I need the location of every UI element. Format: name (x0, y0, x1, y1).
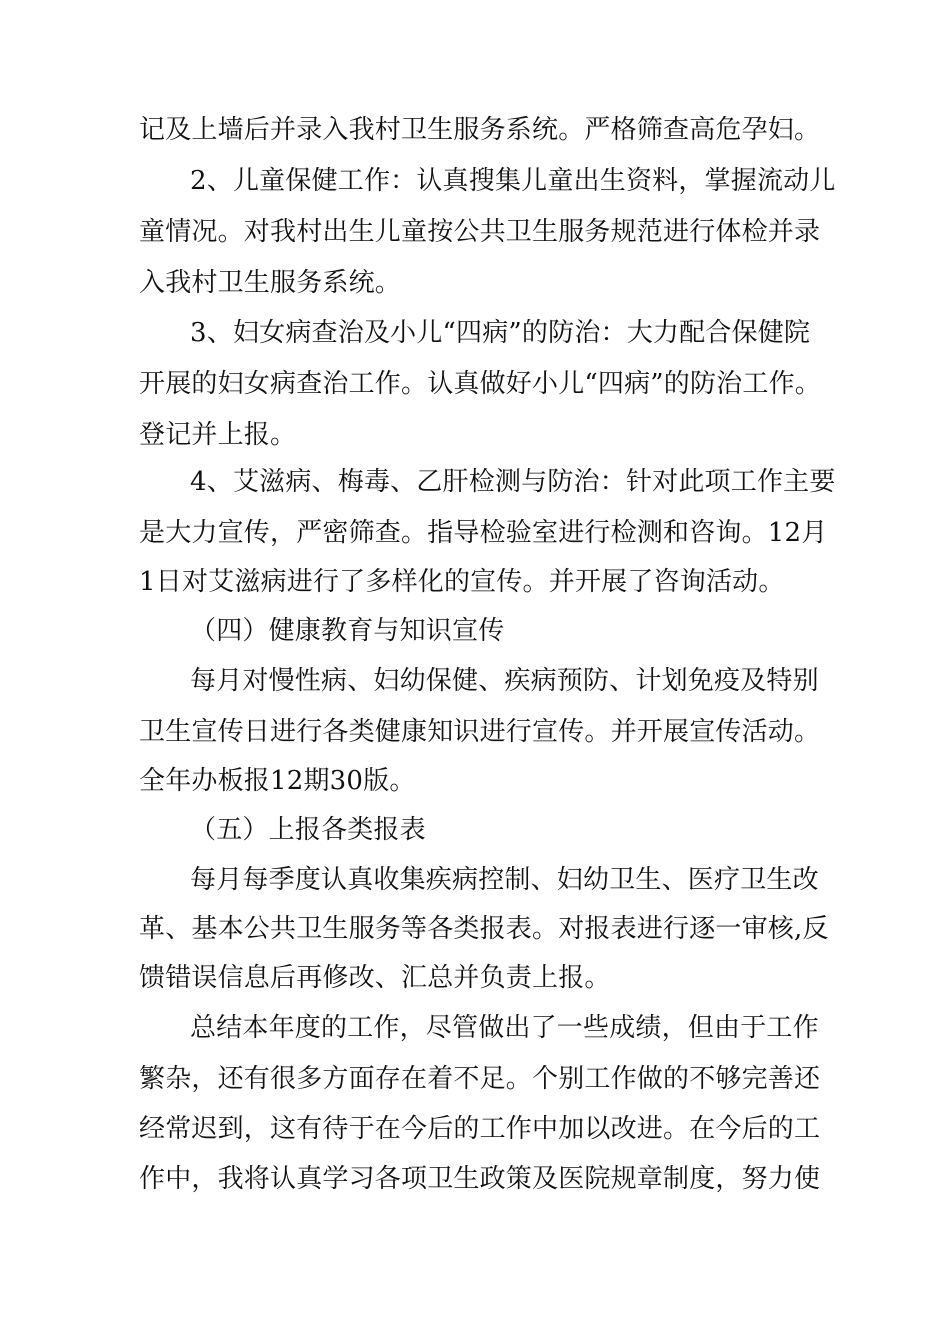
text-line: 开展的妇女病查治工作。认真做好小儿“四病”的防治工作。 (139, 369, 821, 399)
text-line: 入我村卫生服务系统。 (139, 268, 402, 298)
text-line: 作中，我将认真学习各项卫生政策及医院规章制度，努力使 (139, 1164, 821, 1194)
section-heading: （五）上报各类报表 (190, 815, 426, 845)
text-line: 革、基本公共卫生服务等各类报表。对报表进行逐一审核,反 (139, 914, 829, 944)
text-line: 经常迟到，这有待于在今后的工作中加以改进。在今后的工 (139, 1114, 821, 1144)
text-line: 童情况。对我村出生儿童按公共卫生服务规范进行体检并录 (139, 217, 821, 247)
text-line: 记及上墙后并录入我村卫生服务系统。严格筛查高危孕妇。 (139, 115, 821, 145)
text-line: 每月对慢性病、妇幼保健、疾病预防、计划免疫及特别 (190, 666, 819, 696)
text-line: 总结本年度的工作，尽管做出了一些成绩，但由于工作 (190, 1013, 819, 1043)
section-heading: （四）健康教育与知识宣传 (190, 616, 505, 646)
text-line: 每月每季度认真收集疾病控制、妇幼卫生、医疗卫生改 (190, 865, 819, 895)
text-line: 登记并上报。 (139, 420, 297, 450)
text-line: 全年办板报12期30版。 (139, 766, 416, 796)
text-line: 1日对艾滋病进行了多样化的宣传。并开展了咨询活动。 (139, 567, 785, 597)
text-line: 馈错误信息后再修改、汇总并负责上报。 (139, 963, 611, 993)
text-line: 4、艾滋病、梅毒、乙肝检测与防治：针对此项工作主要 (190, 467, 836, 497)
text-line: 2、儿童保健工作：认真搜集儿童出生资料，掌握流动儿 (190, 166, 836, 196)
text-line: 是大力宣传，严密筛查。指导检验室进行检测和咨询。12月 (139, 518, 828, 548)
text-line: 3、妇女病查治及小儿“四病”的防治：大力配合保健院 (190, 318, 811, 348)
text-line: 繁杂，还有很多方面存在着不足。个别工作做的不够完善还 (139, 1064, 821, 1094)
text-line: 卫生宣传日进行各类健康知识进行宣传。并开展宣传活动。 (139, 717, 821, 747)
